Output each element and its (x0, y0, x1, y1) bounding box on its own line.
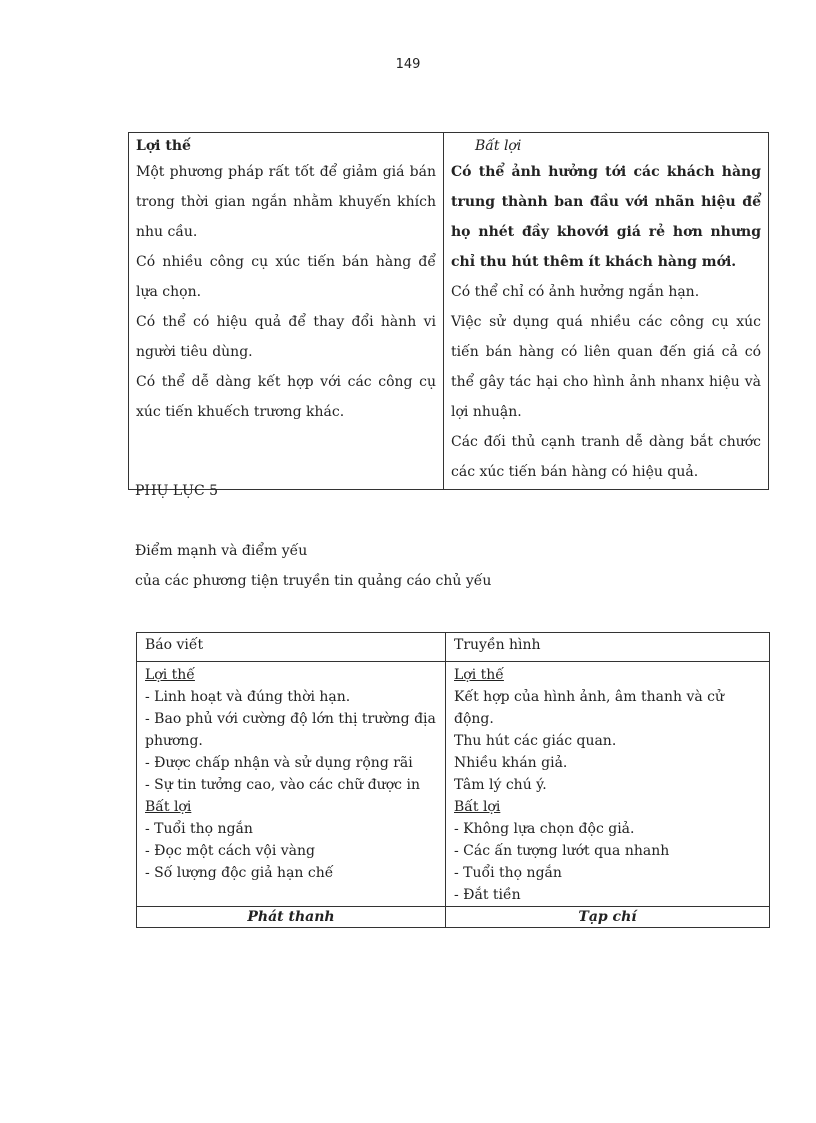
disadvantages-label: Bất lợi (145, 799, 192, 815)
appendix-title: PHỤ LỤC 5 (135, 483, 219, 499)
advantage-paragraph: Một phương pháp rất tốt để giảm giá bán trong thời gian ngắn nhằm khuyến khích nhu cầu. (136, 164, 436, 240)
list-item: - Đọc một cách vội vàng (145, 843, 315, 859)
column-header-magazine: Tạp chí (446, 907, 770, 928)
television-cell (446, 662, 770, 907)
disadvantage-paragraph: Có thể chỉ có ảnh hưởng ngắn hạn. (451, 284, 700, 300)
list-item: - Số lượng độc giả hạn chế (145, 865, 334, 881)
section-subtitle-line2: của các phương tiện truyền tin quảng cáo chủ yếu (135, 573, 492, 589)
list-item: - Tuổi thọ ngắn (454, 865, 562, 881)
column-header-newspaper: Báo viết (137, 633, 446, 662)
advantages-disadvantages-table (128, 132, 769, 490)
column-header-radio: Phát thanh (137, 907, 446, 928)
list-item: - Đắt tiền (454, 887, 521, 903)
disadvantage-paragraph: Các đối thủ cạnh tranh dễ dàng bắt chước các xúc tiến bán hàng có hiệu quả. (451, 434, 761, 480)
disadvantage-paragraph: Việc sử dụng quá nhiều các công cụ xúc tiến bán hàng có liên quan đến giá cả có thể gây tác hại cho hình ảnh nhanx hiệu và lợi nhuận. (451, 314, 761, 420)
advantage-paragraph: Có nhiều công cụ xúc tiến bán hàng để lựa chọn. (136, 254, 436, 300)
list-item: Nhiều khán giả. (454, 755, 568, 771)
list-item: - Bao phủ với cường độ lớn thị trường địa phương. (145, 711, 436, 749)
disadvantages-cell (444, 133, 769, 490)
list-item: Kết hợp của hình ảnh, âm thanh và cử động. (454, 689, 725, 727)
disadvantages-header: Bất lợi (475, 138, 522, 154)
advantages-label: Lợi thế (454, 667, 504, 683)
media-comparison-table (136, 632, 770, 928)
page-number: 149 (395, 57, 421, 72)
disadvantages-label: Bất lợi (454, 799, 501, 815)
list-item: - Được chấp nhận và sử dụng rộng rãi (145, 755, 413, 771)
list-item: Thu hút các giác quan. (454, 733, 617, 749)
list-item: - Không lựa chọn độc giả. (454, 821, 635, 837)
newspaper-cell (137, 662, 446, 907)
advantage-paragraph: Có thể dễ dàng kết hợp với các công cụ xúc tiến khuếch trương khác. (136, 374, 436, 420)
list-item: - Tuổi thọ ngắn (145, 821, 253, 837)
advantages-cell (129, 133, 444, 490)
advantages-label: Lợi thế (145, 667, 195, 683)
disadvantage-bold-paragraph: Có thể ảnh hưởng tới các khách hàng trung thành ban đầu với nhãn hiệu để họ nhét đầy khovới giá rẻ hơn nhưng chỉ thu hút thêm ít khách hàng mới. (451, 164, 761, 270)
list-item: - Các ấn tượng lướt qua nhanh (454, 843, 670, 859)
advantage-paragraph: Có thể có hiệu quả để thay đổi hành vi người tiêu dùng. (136, 314, 436, 360)
advantages-header: Lợi thế (136, 138, 191, 154)
list-item: - Sự tin tưởng cao, vào các chữ được in (145, 777, 420, 793)
section-subtitle-line1: Điểm mạnh và điểm yếu (135, 543, 308, 559)
column-header-television: Truyền hình (446, 633, 770, 662)
list-item: - Linh hoạt và đúng thời hạn. (145, 689, 351, 705)
list-item: Tâm lý chú ý. (454, 777, 547, 793)
